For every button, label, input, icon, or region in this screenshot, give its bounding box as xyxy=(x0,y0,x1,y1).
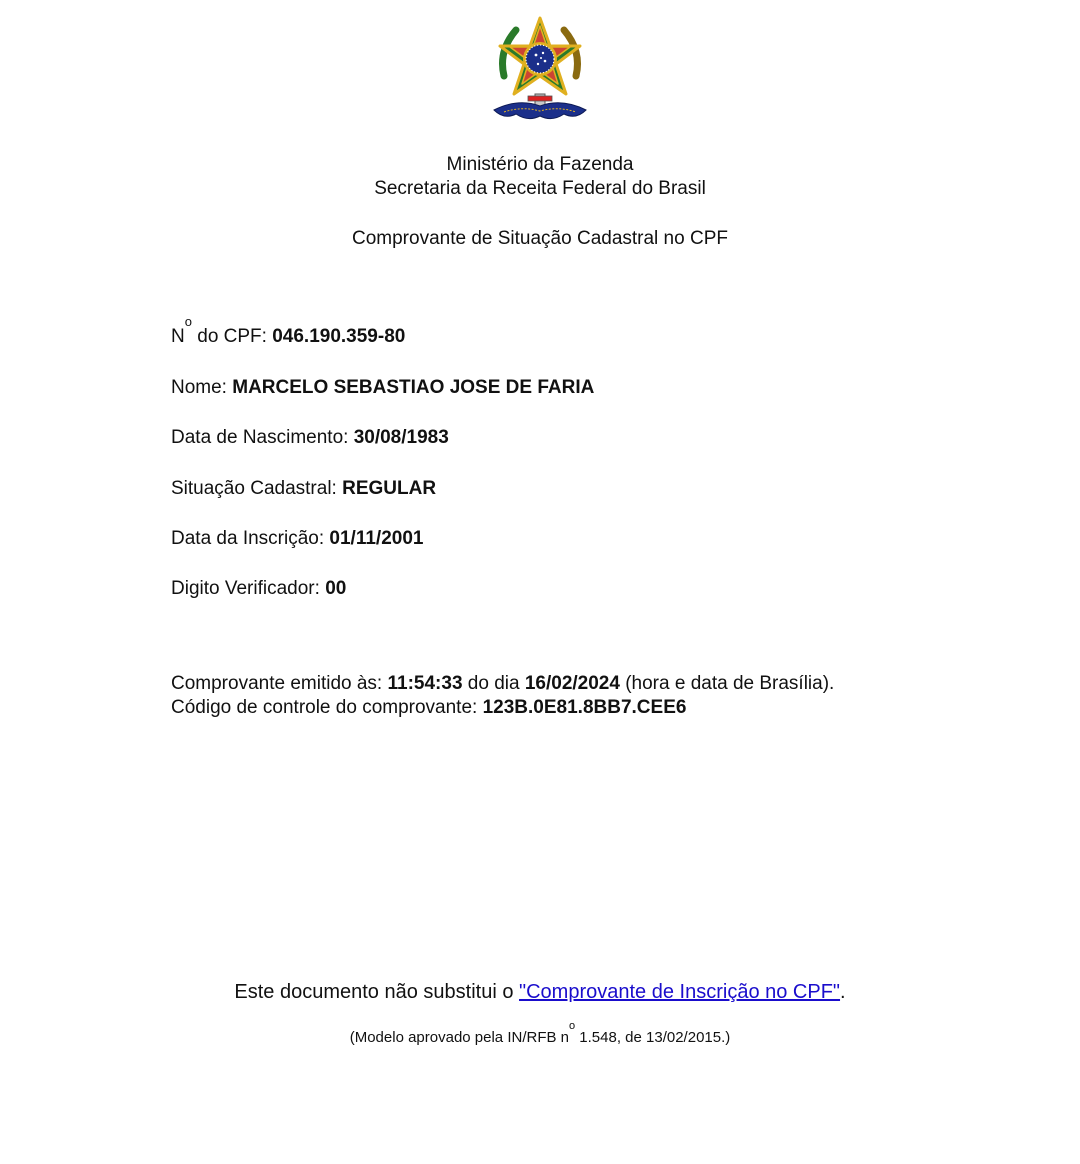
registration-status-field xyxy=(171,477,436,501)
inscription-proof-link[interactable]: "Comprovante de Inscrição no CPF" xyxy=(519,981,841,1003)
emission-suffix: (hora e data de Brasília). xyxy=(619,673,835,694)
birth-date-label: Data de Nascimento: xyxy=(171,427,354,448)
control-code-line xyxy=(171,696,686,720)
brazil-coat-of-arms-icon xyxy=(490,16,590,126)
birth-date-value: 30/08/1983 xyxy=(353,427,449,448)
birth-date-field xyxy=(171,426,449,450)
emission-middle: do dia xyxy=(462,673,525,694)
emission-time: 11:54:33 xyxy=(387,673,463,694)
ministry-title: Ministério da Fazenda xyxy=(446,154,634,175)
inscription-date-label: Data da Inscrição: xyxy=(171,528,330,549)
registration-status-label: Situação Cadastral: xyxy=(171,478,343,499)
emission-prefix: Comprovante emitido às: xyxy=(171,673,388,694)
document-title: Comprovante de Situação Cadastral no CPF xyxy=(352,228,728,249)
name-value: MARCELO SEBASTIAO JOSE DE FARIA xyxy=(232,377,595,398)
name-field xyxy=(171,376,594,400)
disclaimer-prefix: Este documento não substitui o xyxy=(234,981,520,1003)
control-code-label: Código de controle do comprovante: xyxy=(171,697,483,718)
disclaimer-suffix: . xyxy=(840,981,846,1003)
name-label: Nome: xyxy=(171,377,233,398)
check-digit-value: 00 xyxy=(325,578,347,599)
cpf-label-superscript: o xyxy=(184,314,192,329)
inscription-date-field xyxy=(171,527,423,551)
model-approval-note xyxy=(0,1020,1080,1048)
cpf-number-value: 046.190.359-80 xyxy=(272,326,406,347)
check-digit-field xyxy=(171,577,346,601)
inscription-date-value: 01/11/2001 xyxy=(329,528,424,549)
model-note-prefix: (Modelo aprovado pela IN/RFB n xyxy=(349,1029,569,1046)
model-note-suffix: 1.548, de 13/02/2015.) xyxy=(575,1029,731,1046)
cpf-number-field xyxy=(171,314,406,349)
emission-date: 16/02/2024 xyxy=(524,673,620,694)
check-digit-label: Digito Verificador: xyxy=(171,578,326,599)
emission-line xyxy=(171,672,834,696)
control-code-value: 123B.0E81.8BB7.CEE6 xyxy=(482,697,687,718)
cpf-label-prefix: N xyxy=(171,326,185,347)
cpf-label-suffix: do CPF: xyxy=(191,326,273,347)
disclaimer-note xyxy=(0,979,1080,1005)
model-note-superscript: o xyxy=(569,1020,576,1032)
registration-status-value: REGULAR xyxy=(342,478,437,499)
secretariat-title: Secretaria da Receita Federal do Brasil xyxy=(374,178,706,199)
